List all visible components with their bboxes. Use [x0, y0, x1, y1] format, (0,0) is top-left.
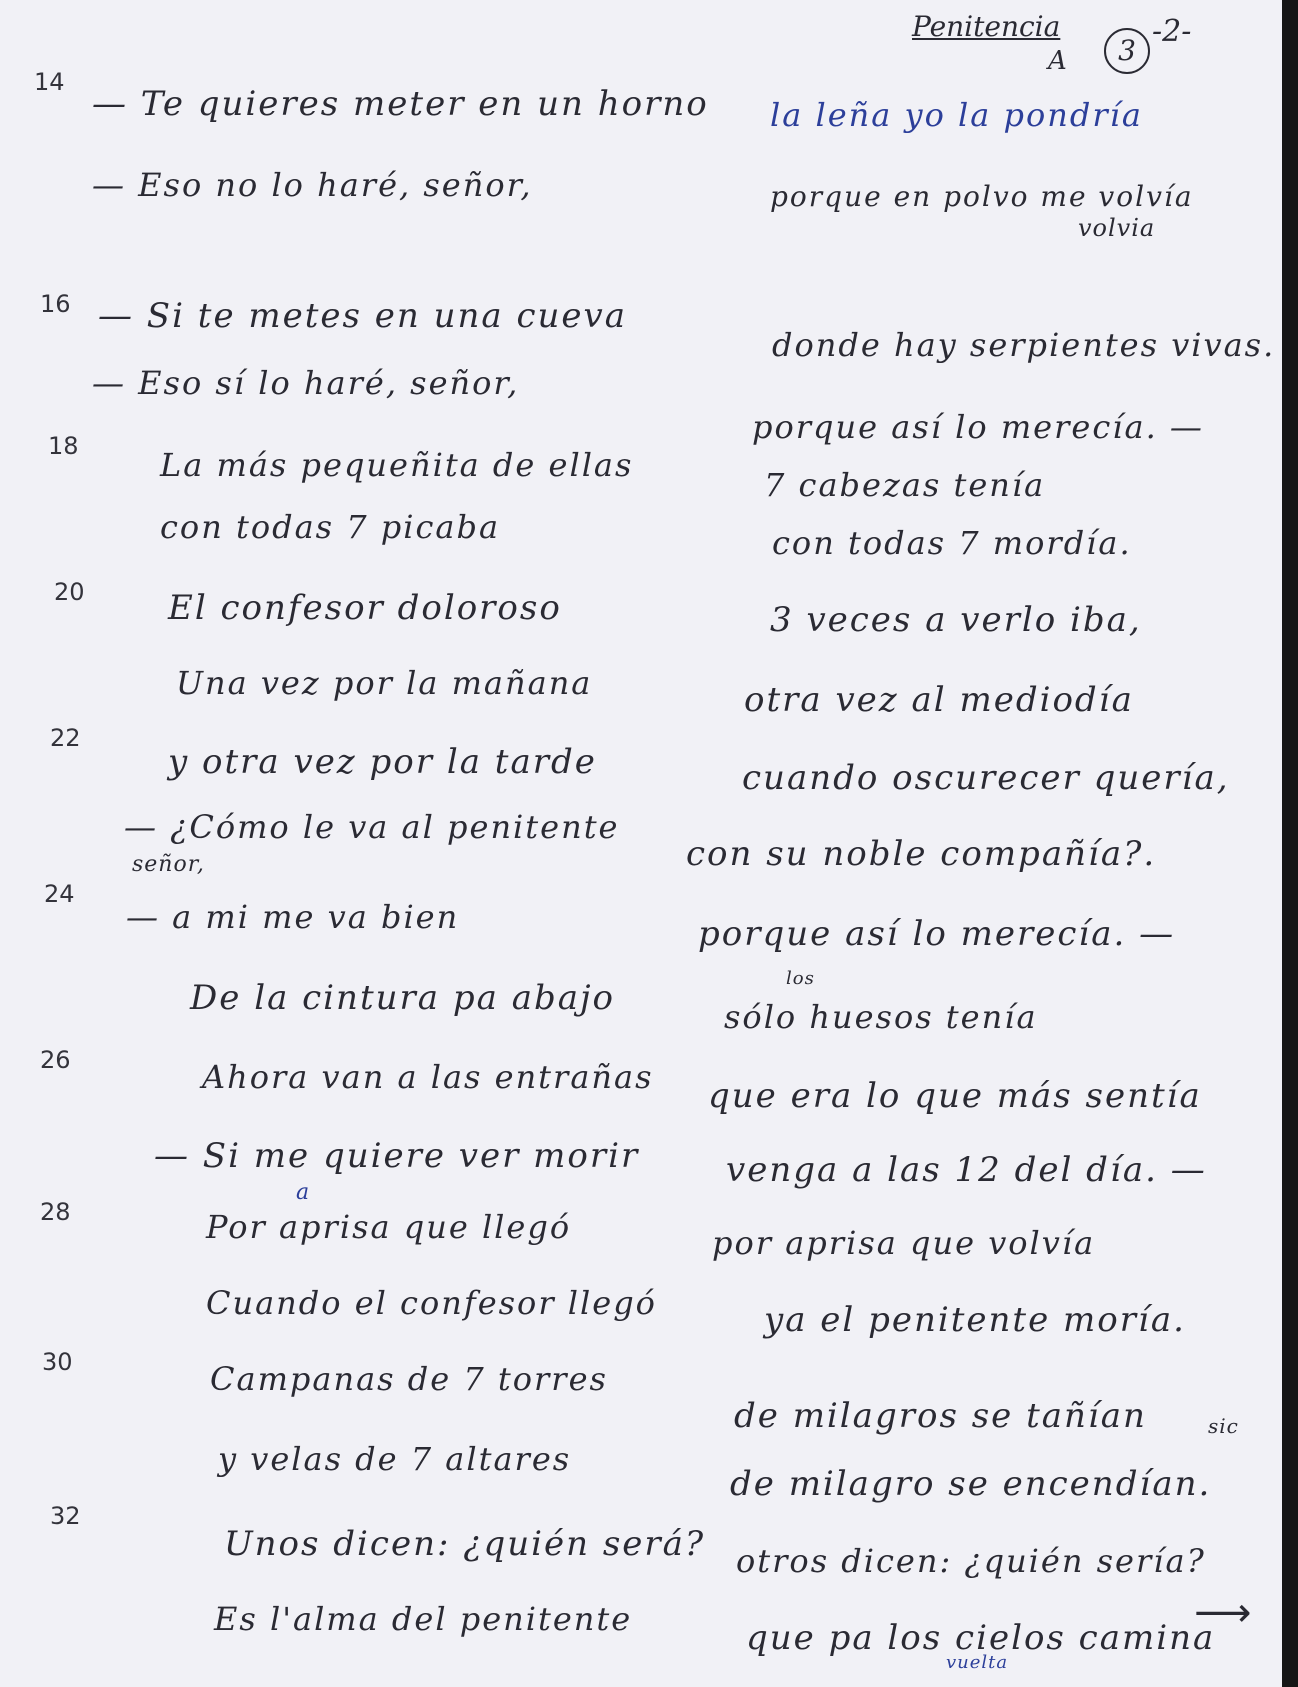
verse-left: y otra vez por la tarde — [168, 742, 597, 782]
verse-left: Cuando el confesor llegó — [206, 1284, 657, 1322]
verse-left: — Eso sí lo haré, señor, — [92, 364, 520, 402]
verse-right: otra vez al mediodía — [744, 680, 1134, 720]
continuation-arrow-icon: ⟶ — [1194, 1590, 1252, 1636]
line-number: 28 — [40, 1198, 71, 1226]
line-number: 32 — [50, 1502, 81, 1530]
verse-insertion: los — [786, 968, 815, 989]
scan-border — [1282, 0, 1298, 1687]
verse-left: con todas 7 picaba — [160, 508, 501, 546]
verse-right: 7 cabezas tenía — [764, 466, 1046, 504]
verse-right: ya el penitente moría. — [764, 1300, 1186, 1340]
verse-left: — Si te metes en una cueva — [98, 296, 628, 336]
line-number: 26 — [40, 1046, 71, 1074]
verse-left: — ¿Cómo le va al penitente — [124, 808, 620, 846]
verse-left: Una vez por la mañana — [176, 664, 593, 702]
verse-left: — a mi me va bien — [126, 898, 460, 936]
verse-insertion: a — [296, 1180, 311, 1205]
verse-left: Por aprisa que llegó — [206, 1208, 572, 1246]
verse-left: — Si me quiere ver morir — [154, 1136, 640, 1176]
verse-left: El confesor doloroso — [168, 588, 562, 628]
page-heading: Penitencia — [912, 10, 1061, 43]
line-number: 18 — [48, 432, 79, 460]
verse-right: sólo huesos tenía — [724, 998, 1038, 1036]
verse-right: otros dicen: ¿quién sería? — [736, 1542, 1206, 1580]
verse-right: por aprisa que volvía — [712, 1224, 1096, 1262]
verse-left: Unos dicen: ¿quién será? — [224, 1524, 706, 1564]
verse-left: Campanas de 7 torres — [210, 1360, 608, 1398]
line-number: 16 — [40, 290, 71, 318]
verse-right: con su noble compañía?. — [686, 834, 1157, 874]
verse-left: De la cintura pa abajo — [190, 978, 616, 1018]
verse-left: — Te quieres meter en un horno — [92, 84, 709, 124]
page-number: -2- — [1152, 14, 1192, 49]
line-number: 30 — [42, 1348, 73, 1376]
verse-right: cuando oscurecer quería, — [742, 758, 1230, 798]
circled-number: 3 — [1104, 28, 1150, 74]
line-number: 14 — [34, 68, 65, 96]
verse-left: y velas de 7 altares — [218, 1440, 572, 1478]
verse-right: venga a las 12 del día. — — [726, 1150, 1207, 1190]
verse-right: con todas 7 mordía. — [772, 524, 1132, 562]
verse-right: porque en polvo me volvía — [770, 180, 1194, 213]
verse-insertion: señor, — [132, 852, 205, 877]
verse-right: porque así lo merecía. — — [752, 408, 1204, 446]
verse-left: Ahora van a las entrañas — [202, 1058, 654, 1096]
verse-right: de milagro se encendían. — [730, 1464, 1212, 1504]
verse-right: que era lo que más sentía — [708, 1076, 1202, 1116]
verse-correction: volvia — [1078, 214, 1156, 242]
verse-right: donde hay serpientes vivas. — [772, 326, 1276, 364]
line-number: 24 — [44, 880, 75, 908]
editorial-note: sic — [1208, 1414, 1239, 1438]
verse-left: Es l'alma del penitente — [214, 1600, 633, 1638]
verse-left: — Eso no lo haré, señor, — [92, 166, 533, 204]
verse-right: porque así lo merecía. — — [698, 914, 1176, 954]
verse-right: de milagros se tañían — [734, 1396, 1147, 1436]
verse-left: La más pequeñita de ellas — [160, 446, 634, 484]
verse-right: que pa los cielos camina — [746, 1618, 1216, 1658]
verse-insertion: vuelta — [946, 1652, 1009, 1673]
line-number: 22 — [50, 724, 81, 752]
line-number: 20 — [54, 578, 85, 606]
heading-marker: A — [1048, 46, 1067, 76]
verse-right: 3 veces a verlo iba, — [770, 600, 1142, 640]
verse-right: la leña yo la pondría — [770, 96, 1143, 134]
